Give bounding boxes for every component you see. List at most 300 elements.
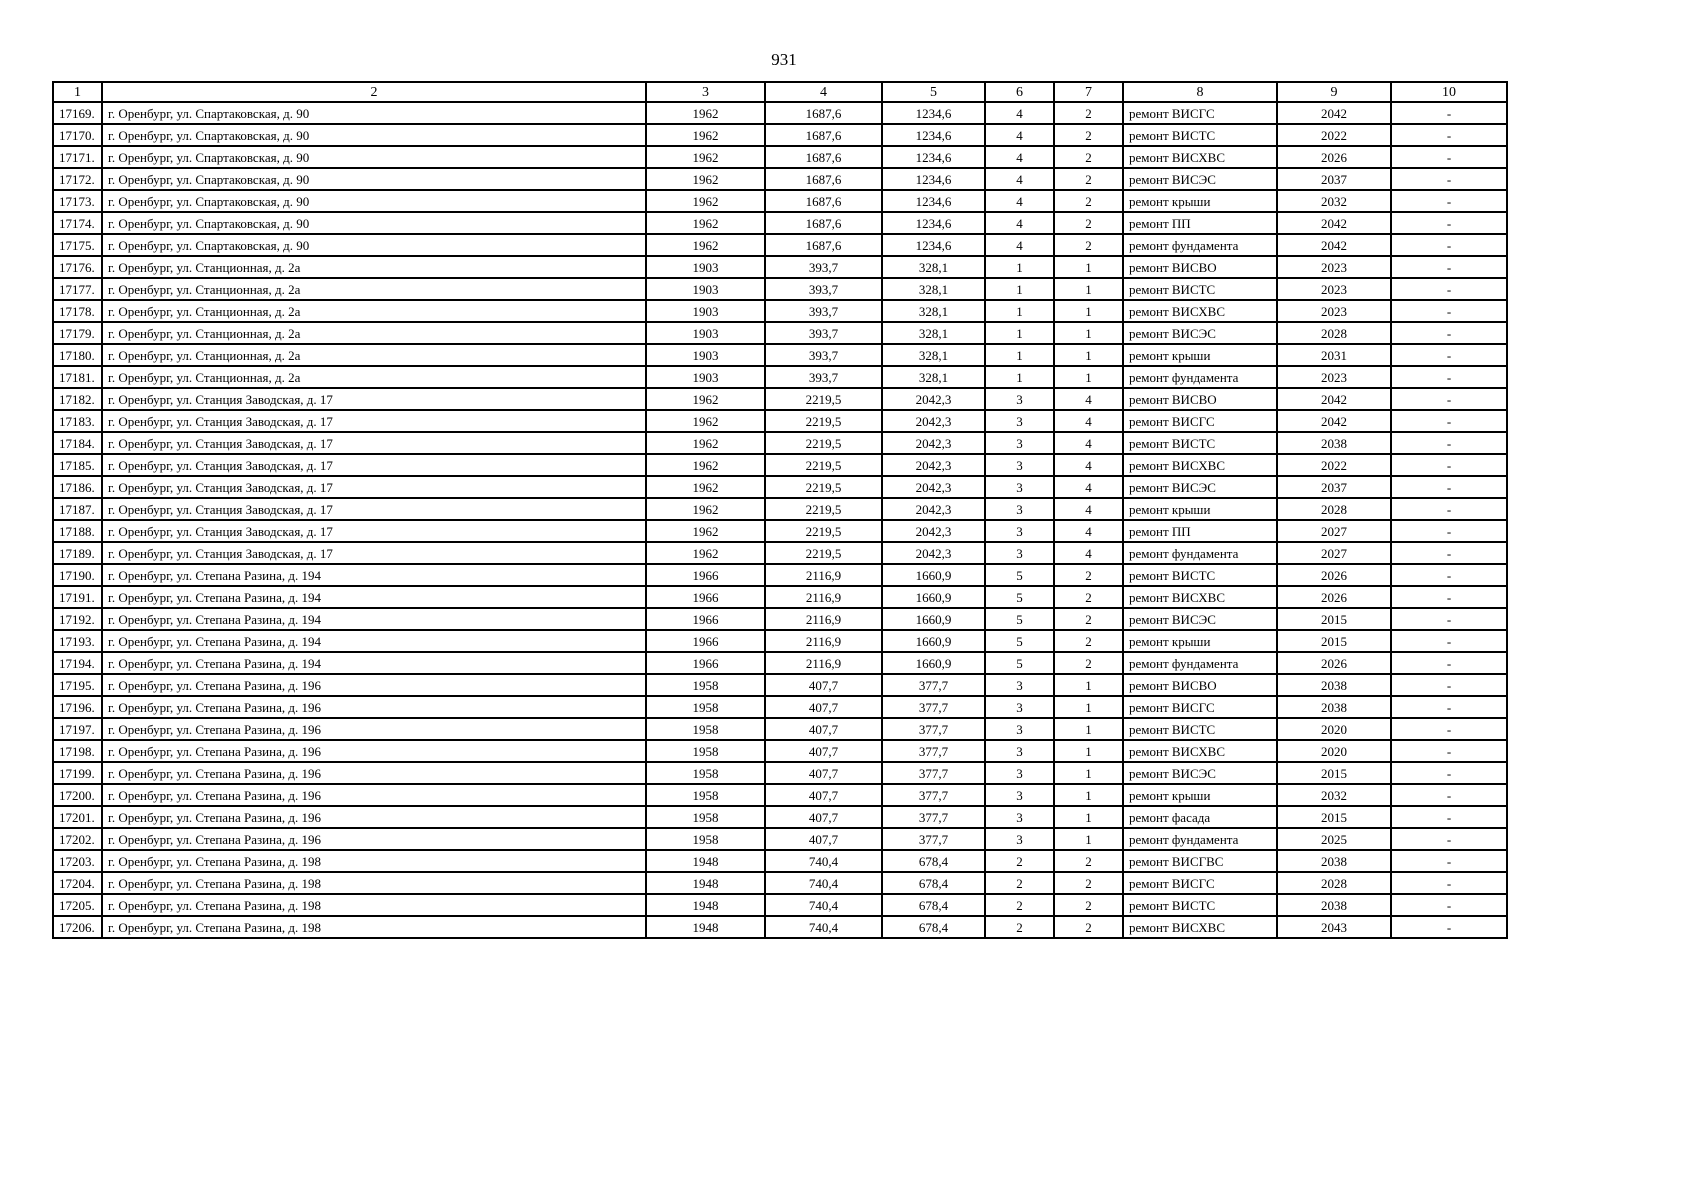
cell-address: г. Оренбург, ул. Спартаковская, д. 90 — [102, 168, 646, 190]
table-row — [53, 806, 1507, 828]
cell-entrances: 4 — [1054, 498, 1123, 520]
cell-living-area: 1234,6 — [882, 212, 985, 234]
cell-floors: 3 — [985, 828, 1054, 850]
cell-planned-year: 2038 — [1277, 432, 1391, 454]
cell-entrances: 1 — [1054, 784, 1123, 806]
cell-entrances: 1 — [1054, 300, 1123, 322]
cell-address: г. Оренбург, ул. Степана Разина, д. 194 — [102, 608, 646, 630]
cell-address: г. Оренбург, ул. Степана Разина, д. 196 — [102, 718, 646, 740]
cell-living-area: 1234,6 — [882, 168, 985, 190]
cell-note: - — [1391, 124, 1507, 146]
cell-row-number: 17189. — [53, 542, 102, 564]
cell-address: г. Оренбург, ул. Станционная, д. 2а — [102, 366, 646, 388]
cell-year-built: 1962 — [646, 520, 765, 542]
cell-note: - — [1391, 520, 1507, 542]
table-row — [53, 520, 1507, 542]
cell-entrances: 1 — [1054, 696, 1123, 718]
cell-note: - — [1391, 410, 1507, 432]
table-row — [53, 630, 1507, 652]
cell-work-type: ремонт ВИСТС — [1123, 432, 1277, 454]
cell-note: - — [1391, 608, 1507, 630]
cell-entrances: 1 — [1054, 718, 1123, 740]
cell-year-built: 1966 — [646, 630, 765, 652]
cell-entrances: 4 — [1054, 432, 1123, 454]
cell-entrances: 2 — [1054, 102, 1123, 124]
cell-floors: 4 — [985, 102, 1054, 124]
cell-note: - — [1391, 630, 1507, 652]
cell-planned-year: 2015 — [1277, 806, 1391, 828]
cell-entrances: 2 — [1054, 872, 1123, 894]
cell-work-type: ремонт ПП — [1123, 520, 1277, 542]
cell-living-area: 1660,9 — [882, 564, 985, 586]
cell-planned-year: 2038 — [1277, 696, 1391, 718]
cell-work-type: ремонт крыши — [1123, 190, 1277, 212]
cell-address: г. Оренбург, ул. Степана Разина, д. 198 — [102, 894, 646, 916]
table-row — [53, 410, 1507, 432]
cell-row-number: 17191. — [53, 586, 102, 608]
cell-floors: 1 — [985, 300, 1054, 322]
cell-entrances: 2 — [1054, 564, 1123, 586]
cell-note: - — [1391, 784, 1507, 806]
cell-living-area: 377,7 — [882, 718, 985, 740]
cell-row-number: 17186. — [53, 476, 102, 498]
cell-planned-year: 2015 — [1277, 630, 1391, 652]
cell-work-type: ремонт ВИСХВС — [1123, 146, 1277, 168]
cell-row-number: 17200. — [53, 784, 102, 806]
cell-total-area: 1687,6 — [765, 190, 882, 212]
cell-work-type: ремонт ВИСЭС — [1123, 322, 1277, 344]
cell-planned-year: 2023 — [1277, 256, 1391, 278]
cell-total-area: 407,7 — [765, 762, 882, 784]
cell-note: - — [1391, 234, 1507, 256]
cell-planned-year: 2037 — [1277, 476, 1391, 498]
cell-living-area: 1660,9 — [882, 630, 985, 652]
cell-floors: 3 — [985, 806, 1054, 828]
cell-note: - — [1391, 498, 1507, 520]
cell-living-area: 2042,3 — [882, 498, 985, 520]
cell-address: г. Оренбург, ул. Степана Разина, д. 194 — [102, 586, 646, 608]
cell-living-area: 2042,3 — [882, 454, 985, 476]
cell-living-area: 328,1 — [882, 322, 985, 344]
cell-living-area: 2042,3 — [882, 432, 985, 454]
cell-entrances: 1 — [1054, 322, 1123, 344]
cell-year-built: 1903 — [646, 322, 765, 344]
cell-total-area: 2116,9 — [765, 630, 882, 652]
cell-row-number: 17206. — [53, 916, 102, 938]
cell-row-number: 17179. — [53, 322, 102, 344]
cell-row-number: 17176. — [53, 256, 102, 278]
cell-address: г. Оренбург, ул. Станция Заводская, д. 17 — [102, 542, 646, 564]
cell-total-area: 393,7 — [765, 300, 882, 322]
cell-work-type: ремонт ВИСЭС — [1123, 476, 1277, 498]
cell-entrances: 4 — [1054, 542, 1123, 564]
cell-address: г. Оренбург, ул. Станционная, д. 2а — [102, 278, 646, 300]
cell-entrances: 1 — [1054, 344, 1123, 366]
cell-total-area: 1687,6 — [765, 234, 882, 256]
cell-note: - — [1391, 212, 1507, 234]
cell-work-type: ремонт ВИСЭС — [1123, 608, 1277, 630]
cell-year-built: 1962 — [646, 542, 765, 564]
cell-entrances: 4 — [1054, 476, 1123, 498]
cell-living-area: 1234,6 — [882, 190, 985, 212]
cell-work-type: ремонт фундамента — [1123, 234, 1277, 256]
cell-total-area: 2219,5 — [765, 498, 882, 520]
cell-living-area: 2042,3 — [882, 388, 985, 410]
cell-total-area: 740,4 — [765, 894, 882, 916]
table-row — [53, 564, 1507, 586]
cell-note: - — [1391, 740, 1507, 762]
cell-address: г. Оренбург, ул. Степана Разина, д. 196 — [102, 828, 646, 850]
table-row — [53, 212, 1507, 234]
cell-note: - — [1391, 762, 1507, 784]
cell-living-area: 1660,9 — [882, 586, 985, 608]
cell-note: - — [1391, 432, 1507, 454]
cell-address: г. Оренбург, ул. Спартаковская, д. 90 — [102, 124, 646, 146]
cell-entrances: 2 — [1054, 608, 1123, 630]
cell-total-area: 740,4 — [765, 850, 882, 872]
cell-row-number: 17204. — [53, 872, 102, 894]
column-header: 10 — [1391, 82, 1507, 102]
cell-planned-year: 2032 — [1277, 784, 1391, 806]
cell-floors: 3 — [985, 740, 1054, 762]
cell-work-type: ремонт ВИСТС — [1123, 124, 1277, 146]
cell-year-built: 1958 — [646, 784, 765, 806]
cell-planned-year: 2037 — [1277, 168, 1391, 190]
cell-year-built: 1948 — [646, 894, 765, 916]
cell-row-number: 17192. — [53, 608, 102, 630]
table-row — [53, 498, 1507, 520]
cell-total-area: 2116,9 — [765, 564, 882, 586]
cell-work-type: ремонт фундамента — [1123, 542, 1277, 564]
cell-work-type: ремонт ВИСГС — [1123, 410, 1277, 432]
cell-floors: 3 — [985, 542, 1054, 564]
cell-note: - — [1391, 476, 1507, 498]
cell-address: г. Оренбург, ул. Станция Заводская, д. 17 — [102, 454, 646, 476]
cell-address: г. Оренбург, ул. Степана Разина, д. 198 — [102, 872, 646, 894]
table-row — [53, 190, 1507, 212]
cell-floors: 2 — [985, 894, 1054, 916]
cell-work-type: ремонт ВИСГС — [1123, 102, 1277, 124]
cell-total-area: 1687,6 — [765, 124, 882, 146]
cell-floors: 3 — [985, 696, 1054, 718]
cell-planned-year: 2042 — [1277, 102, 1391, 124]
cell-year-built: 1958 — [646, 696, 765, 718]
cell-year-built: 1962 — [646, 498, 765, 520]
cell-living-area: 328,1 — [882, 344, 985, 366]
cell-living-area: 678,4 — [882, 916, 985, 938]
cell-planned-year: 2026 — [1277, 146, 1391, 168]
cell-note: - — [1391, 586, 1507, 608]
cell-address: г. Оренбург, ул. Станционная, д. 2а — [102, 256, 646, 278]
cell-living-area: 377,7 — [882, 806, 985, 828]
table-row — [53, 256, 1507, 278]
cell-living-area: 328,1 — [882, 300, 985, 322]
cell-year-built: 1966 — [646, 608, 765, 630]
cell-note: - — [1391, 146, 1507, 168]
cell-entrances: 2 — [1054, 146, 1123, 168]
cell-entrances: 1 — [1054, 762, 1123, 784]
table-row — [53, 124, 1507, 146]
cell-year-built: 1966 — [646, 652, 765, 674]
table-row — [53, 542, 1507, 564]
cell-address: г. Оренбург, ул. Станционная, д. 2а — [102, 344, 646, 366]
cell-floors: 1 — [985, 322, 1054, 344]
cell-planned-year: 2015 — [1277, 608, 1391, 630]
cell-row-number: 17202. — [53, 828, 102, 850]
cell-row-number: 17197. — [53, 718, 102, 740]
cell-year-built: 1948 — [646, 872, 765, 894]
repair-schedule-table — [52, 81, 1508, 939]
cell-total-area: 407,7 — [765, 828, 882, 850]
cell-floors: 3 — [985, 762, 1054, 784]
cell-address: г. Оренбург, ул. Спартаковская, д. 90 — [102, 234, 646, 256]
cell-year-built: 1962 — [646, 388, 765, 410]
table-row — [53, 344, 1507, 366]
cell-living-area: 678,4 — [882, 894, 985, 916]
cell-year-built: 1903 — [646, 344, 765, 366]
cell-work-type: ремонт крыши — [1123, 344, 1277, 366]
cell-address: г. Оренбург, ул. Степана Разина, д. 194 — [102, 652, 646, 674]
cell-note: - — [1391, 872, 1507, 894]
cell-planned-year: 2031 — [1277, 344, 1391, 366]
column-header: 6 — [985, 82, 1054, 102]
cell-living-area: 2042,3 — [882, 476, 985, 498]
cell-row-number: 17195. — [53, 674, 102, 696]
cell-entrances: 4 — [1054, 520, 1123, 542]
cell-total-area: 2116,9 — [765, 608, 882, 630]
cell-total-area: 740,4 — [765, 916, 882, 938]
cell-living-area: 1234,6 — [882, 102, 985, 124]
cell-row-number: 17171. — [53, 146, 102, 168]
cell-work-type: ремонт ВИСВО — [1123, 674, 1277, 696]
cell-floors: 4 — [985, 146, 1054, 168]
cell-year-built: 1903 — [646, 366, 765, 388]
cell-floors: 4 — [985, 234, 1054, 256]
cell-entrances: 1 — [1054, 366, 1123, 388]
cell-floors: 3 — [985, 410, 1054, 432]
cell-row-number: 17177. — [53, 278, 102, 300]
cell-row-number: 17180. — [53, 344, 102, 366]
cell-address: г. Оренбург, ул. Степана Разина, д. 196 — [102, 696, 646, 718]
cell-planned-year: 2038 — [1277, 674, 1391, 696]
cell-planned-year: 2023 — [1277, 300, 1391, 322]
cell-year-built: 1948 — [646, 916, 765, 938]
cell-work-type: ремонт фундамента — [1123, 652, 1277, 674]
cell-total-area: 2219,5 — [765, 520, 882, 542]
cell-planned-year: 2025 — [1277, 828, 1391, 850]
cell-row-number: 17172. — [53, 168, 102, 190]
cell-address: г. Оренбург, ул. Степана Разина, д. 196 — [102, 762, 646, 784]
cell-planned-year: 2032 — [1277, 190, 1391, 212]
cell-living-area: 2042,3 — [882, 520, 985, 542]
cell-year-built: 1958 — [646, 806, 765, 828]
cell-planned-year: 2042 — [1277, 212, 1391, 234]
cell-year-built: 1962 — [646, 454, 765, 476]
cell-planned-year: 2020 — [1277, 718, 1391, 740]
cell-note: - — [1391, 564, 1507, 586]
cell-entrances: 4 — [1054, 388, 1123, 410]
cell-row-number: 17170. — [53, 124, 102, 146]
cell-planned-year: 2023 — [1277, 278, 1391, 300]
table-row — [53, 740, 1507, 762]
cell-year-built: 1962 — [646, 168, 765, 190]
cell-note: - — [1391, 190, 1507, 212]
cell-work-type: ремонт фасада — [1123, 806, 1277, 828]
cell-entrances: 2 — [1054, 234, 1123, 256]
cell-total-area: 407,7 — [765, 674, 882, 696]
cell-planned-year: 2027 — [1277, 542, 1391, 564]
cell-total-area: 407,7 — [765, 696, 882, 718]
cell-row-number: 17201. — [53, 806, 102, 828]
cell-planned-year: 2038 — [1277, 850, 1391, 872]
cell-note: - — [1391, 168, 1507, 190]
cell-total-area: 2219,5 — [765, 388, 882, 410]
cell-row-number: 17198. — [53, 740, 102, 762]
column-header: 9 — [1277, 82, 1391, 102]
cell-work-type: ремонт крыши — [1123, 630, 1277, 652]
cell-total-area: 407,7 — [765, 718, 882, 740]
cell-work-type: ремонт крыши — [1123, 784, 1277, 806]
table-row — [53, 454, 1507, 476]
cell-year-built: 1962 — [646, 212, 765, 234]
cell-total-area: 393,7 — [765, 278, 882, 300]
cell-planned-year: 2027 — [1277, 520, 1391, 542]
cell-living-area: 1234,6 — [882, 234, 985, 256]
cell-row-number: 17183. — [53, 410, 102, 432]
cell-living-area: 377,7 — [882, 784, 985, 806]
cell-note: - — [1391, 366, 1507, 388]
cell-planned-year: 2028 — [1277, 872, 1391, 894]
cell-total-area: 393,7 — [765, 366, 882, 388]
cell-year-built: 1962 — [646, 146, 765, 168]
cell-note: - — [1391, 454, 1507, 476]
cell-work-type: ремонт ВИСТС — [1123, 564, 1277, 586]
cell-note: - — [1391, 322, 1507, 344]
cell-floors: 4 — [985, 190, 1054, 212]
cell-note: - — [1391, 894, 1507, 916]
cell-entrances: 2 — [1054, 850, 1123, 872]
cell-floors: 3 — [985, 454, 1054, 476]
cell-total-area: 2219,5 — [765, 454, 882, 476]
cell-address: г. Оренбург, ул. Степана Разина, д. 196 — [102, 674, 646, 696]
cell-entrances: 2 — [1054, 894, 1123, 916]
cell-note: - — [1391, 916, 1507, 938]
cell-year-built: 1958 — [646, 674, 765, 696]
cell-floors: 4 — [985, 168, 1054, 190]
cell-floors: 3 — [985, 520, 1054, 542]
table-row — [53, 718, 1507, 740]
cell-living-area: 328,1 — [882, 366, 985, 388]
cell-planned-year: 2020 — [1277, 740, 1391, 762]
cell-work-type: ремонт ВИСГВС — [1123, 850, 1277, 872]
cell-living-area: 2042,3 — [882, 542, 985, 564]
cell-planned-year: 2042 — [1277, 410, 1391, 432]
cell-total-area: 2219,5 — [765, 410, 882, 432]
cell-year-built: 1966 — [646, 586, 765, 608]
cell-work-type: ремонт ВИСГС — [1123, 696, 1277, 718]
cell-work-type: ремонт ВИСГС — [1123, 872, 1277, 894]
cell-entrances: 4 — [1054, 410, 1123, 432]
cell-address: г. Оренбург, ул. Степана Разина, д. 198 — [102, 916, 646, 938]
cell-living-area: 328,1 — [882, 278, 985, 300]
cell-total-area: 2116,9 — [765, 652, 882, 674]
cell-year-built: 1962 — [646, 190, 765, 212]
table-row — [53, 696, 1507, 718]
cell-year-built: 1962 — [646, 432, 765, 454]
cell-work-type: ремонт ВИСТС — [1123, 894, 1277, 916]
cell-note: - — [1391, 102, 1507, 124]
cell-planned-year: 2026 — [1277, 652, 1391, 674]
cell-entrances: 2 — [1054, 190, 1123, 212]
cell-address: г. Оренбург, ул. Степана Разина, д. 194 — [102, 630, 646, 652]
cell-note: - — [1391, 806, 1507, 828]
cell-entrances: 2 — [1054, 168, 1123, 190]
cell-total-area: 2219,5 — [765, 476, 882, 498]
cell-year-built: 1903 — [646, 278, 765, 300]
cell-total-area: 1687,6 — [765, 102, 882, 124]
cell-total-area: 1687,6 — [765, 168, 882, 190]
cell-floors: 2 — [985, 850, 1054, 872]
table-row — [53, 652, 1507, 674]
cell-living-area: 328,1 — [882, 256, 985, 278]
cell-row-number: 17203. — [53, 850, 102, 872]
cell-work-type: ремонт ВИСЭС — [1123, 762, 1277, 784]
cell-address: г. Оренбург, ул. Спартаковская, д. 90 — [102, 102, 646, 124]
cell-address: г. Оренбург, ул. Спартаковская, д. 90 — [102, 146, 646, 168]
cell-note: - — [1391, 278, 1507, 300]
cell-note: - — [1391, 388, 1507, 410]
cell-floors: 5 — [985, 652, 1054, 674]
cell-note: - — [1391, 256, 1507, 278]
cell-address: г. Оренбург, ул. Степана Разина, д. 196 — [102, 740, 646, 762]
cell-planned-year: 2015 — [1277, 762, 1391, 784]
cell-address: г. Оренбург, ул. Степана Разина, д. 194 — [102, 564, 646, 586]
cell-entrances: 2 — [1054, 586, 1123, 608]
cell-floors: 3 — [985, 498, 1054, 520]
cell-total-area: 393,7 — [765, 256, 882, 278]
cell-note: - — [1391, 300, 1507, 322]
cell-floors: 2 — [985, 916, 1054, 938]
cell-address: г. Оренбург, ул. Станция Заводская, д. 17 — [102, 476, 646, 498]
cell-row-number: 17190. — [53, 564, 102, 586]
table-row — [53, 586, 1507, 608]
cell-floors: 3 — [985, 784, 1054, 806]
cell-work-type: ремонт ВИСХВС — [1123, 916, 1277, 938]
cell-year-built: 1962 — [646, 410, 765, 432]
cell-note: - — [1391, 850, 1507, 872]
cell-work-type: ремонт ВИСХВС — [1123, 300, 1277, 322]
cell-planned-year: 2022 — [1277, 124, 1391, 146]
cell-address: г. Оренбург, ул. Станция Заводская, д. 17 — [102, 410, 646, 432]
cell-address: г. Оренбург, ул. Степана Разина, д. 196 — [102, 806, 646, 828]
cell-year-built: 1962 — [646, 102, 765, 124]
cell-planned-year: 2028 — [1277, 322, 1391, 344]
cell-year-built: 1958 — [646, 718, 765, 740]
cell-year-built: 1962 — [646, 234, 765, 256]
cell-row-number: 17182. — [53, 388, 102, 410]
cell-note: - — [1391, 344, 1507, 366]
table-row — [53, 762, 1507, 784]
cell-work-type: ремонт ВИСХВС — [1123, 740, 1277, 762]
cell-row-number: 17178. — [53, 300, 102, 322]
cell-address: г. Оренбург, ул. Степана Разина, д. 196 — [102, 784, 646, 806]
cell-total-area: 407,7 — [765, 740, 882, 762]
cell-floors: 4 — [985, 212, 1054, 234]
cell-living-area: 678,4 — [882, 872, 985, 894]
cell-living-area: 377,7 — [882, 828, 985, 850]
table-row — [53, 784, 1507, 806]
cell-floors: 4 — [985, 124, 1054, 146]
